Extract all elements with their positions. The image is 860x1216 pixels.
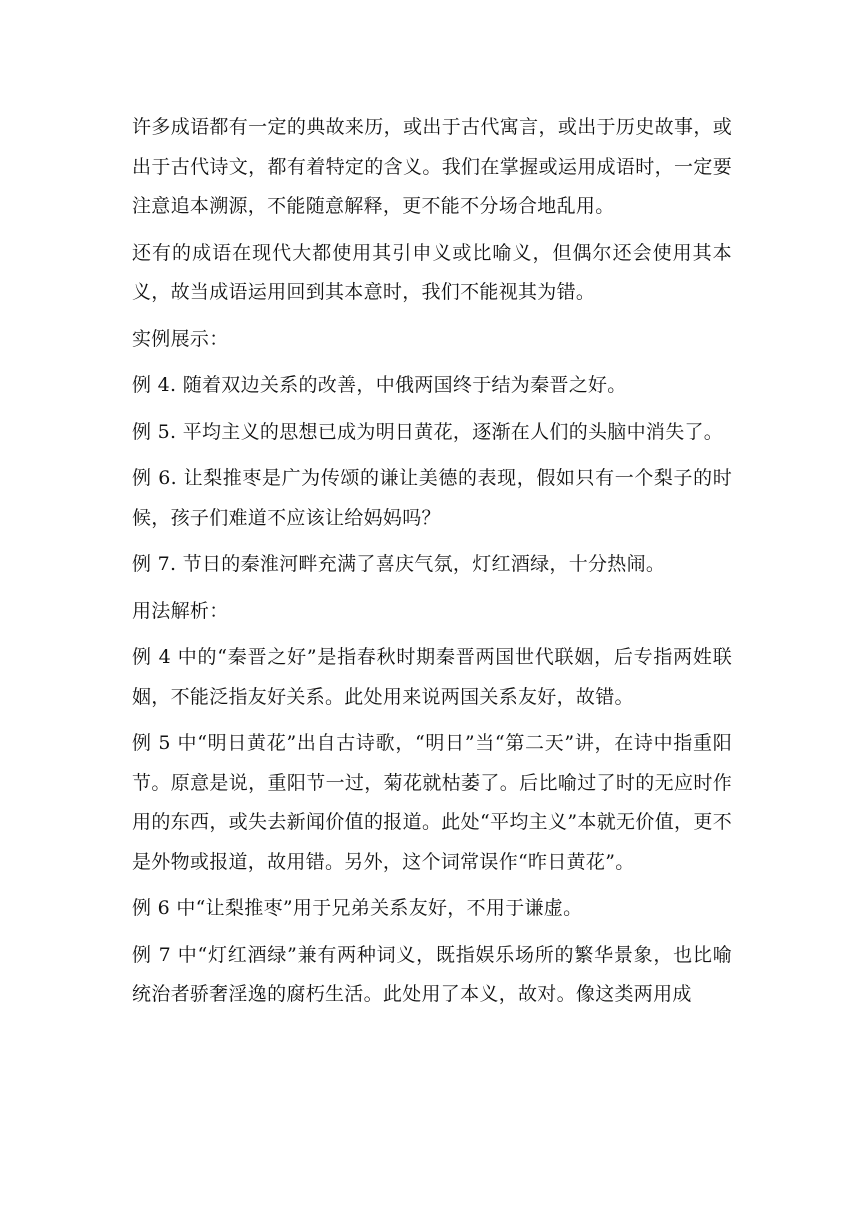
analysis-6: 例 6 中“让梨推枣”用于兄弟关系友好，不用于谦虚。 — [132, 897, 583, 919]
document-body — [132, 108, 732, 1022]
analysis-5: 例 5 中“明日黄花”出自古诗歌，“明日”当“第二天”讲，在诗中指重阳节。原意是说，重阳节一过，菊花就枯萎了。后比喻过了时的无应时作用的东西，或失去新闻价值的报道。此处“平均主义”本就无价值，更不是外物或报道，故用错。另外，这个词常误作“昨日黄花”。 — [132, 732, 732, 873]
analysis-7: 例 7 中“灯红酒绿”兼有两种词义，既指娱乐场所的繁华景象，也比喻统治者骄奢淫逸的腐朽生活。此处用了本义，故对。像这类两用成 — [132, 943, 732, 1005]
paragraph-idiom-origins: 许多成语都有一定的典故来历，或出于古代寓言，或出于历史故事，或出于古代诗文，都有着特定的含义。我们在掌握或运用成语时，一定要注意追本溯源，不能随意解释，更不能不分场合地乱用。 — [132, 116, 732, 217]
example-7: 例 7. 节日的秦淮河畔充满了喜庆气氛，灯红酒绿，十分热闹。 — [132, 553, 666, 575]
example-6: 例 6. 让梨推枣是广为传颂的谦让美德的表现，假如只有一个梨子的时候，孩子们难道不应该让给妈妈吗？ — [132, 467, 732, 529]
heading-examples: 实例展示： — [132, 327, 229, 350]
analysis-4: 例 4 中的“秦晋之好”是指春秋时期秦晋两国世代联姻，后专指两姓联姻，不能泛指友好关系。此处用来说两国关系友好，故错。 — [132, 646, 732, 708]
paragraph-extended-meaning: 还有的成语在现代大都使用其引申义或比喻义，但偶尔还会使用其本义，故当成语运用回到其本意时，我们不能视其为错。 — [132, 241, 732, 303]
heading-analysis: 用法解析： — [132, 599, 229, 622]
example-5: 例 5. 平均主义的思想已成为明日黄花，逐渐在人们的头脑中消失了。 — [132, 420, 724, 443]
example-4: 例 4. 随着双边关系的改善，中俄两国终于结为秦晋之好。 — [132, 374, 627, 396]
